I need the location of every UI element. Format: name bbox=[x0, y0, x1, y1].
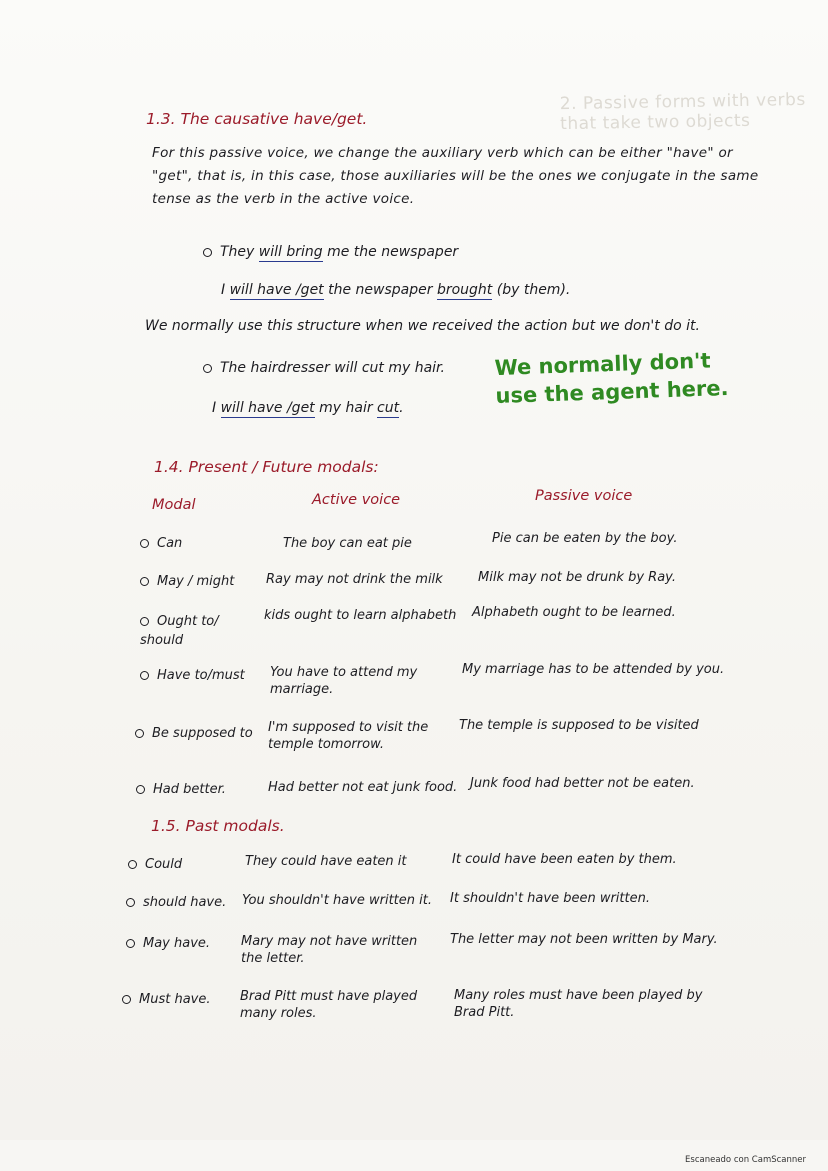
table-row-passive: Milk may not be drunk by Ray. bbox=[478, 570, 676, 585]
table-row-passive: Pie can be eaten by the boy. bbox=[492, 531, 678, 546]
bullet-icon bbox=[140, 617, 149, 626]
bullet-icon bbox=[122, 995, 131, 1004]
table-row-active: Mary may not have written the letter. bbox=[241, 934, 418, 966]
table-row-passive: My marriage has to be attended by you. bbox=[462, 662, 725, 677]
table-row-active: The boy can eat pie bbox=[283, 536, 412, 551]
table-row-passive: Many roles must have been played by Brad Pitt. bbox=[454, 988, 703, 1020]
table-row-active: kids ought to learn alphabeth bbox=[264, 608, 457, 623]
section-title-1-3: 1.3. The causative have/get. bbox=[146, 110, 368, 128]
usage-note: We normally use this structure when we received the action but we don't do it. bbox=[145, 318, 700, 334]
table-row-passive: It could have been eaten by them. bbox=[452, 852, 677, 867]
highlight-note: We normally don't use the agent here. bbox=[494, 348, 729, 409]
example-1-active: They will bring me the newspaper bbox=[203, 244, 458, 260]
bullet-icon bbox=[203, 248, 212, 257]
table-row-modal: Must have. bbox=[122, 992, 211, 1007]
table-row-modal: should have. bbox=[126, 895, 226, 910]
table-row-active: You have to attend my marriage. bbox=[270, 665, 418, 697]
table-row-modal: Ought to/ should bbox=[140, 614, 219, 648]
column-header-passive: Passive voice bbox=[535, 488, 633, 504]
intro-paragraph: For this passive voice, we change the auxiliary verb which can be either "have" or "get", that is, in this case, those auxiliaries will be the ones we conjugate in the same tense as the verb in the active voice. bbox=[152, 145, 759, 207]
table-row-modal: Had better. bbox=[136, 782, 226, 797]
table-row-modal: Have to/must bbox=[140, 668, 245, 683]
show-through-text: 2. Passive forms with verbs that take two objects bbox=[559, 89, 806, 135]
bullet-icon bbox=[135, 729, 144, 738]
bullet-icon bbox=[136, 785, 145, 794]
table-row-active: They could have eaten it bbox=[245, 854, 407, 869]
bullet-icon bbox=[140, 539, 149, 548]
column-header-modal: Modal bbox=[152, 497, 196, 513]
column-header-active: Active voice bbox=[312, 492, 401, 508]
bullet-icon bbox=[126, 898, 135, 907]
bullet-icon bbox=[128, 860, 137, 869]
table-row-passive: It shouldn't have been written. bbox=[450, 891, 650, 906]
example-2-active: The hairdresser will cut my hair. bbox=[203, 360, 445, 376]
table-row-modal: May / might bbox=[140, 574, 234, 589]
table-row-modal: Be supposed to bbox=[135, 726, 253, 741]
table-row-active: Ray may not drink the milk bbox=[266, 572, 443, 587]
bullet-icon bbox=[203, 364, 212, 373]
table-row-active: Brad Pitt must have played many roles. bbox=[240, 989, 418, 1021]
table-row-active: Had better not eat junk food. bbox=[268, 780, 458, 795]
bullet-icon bbox=[126, 939, 135, 948]
table-row-modal: Can bbox=[140, 536, 182, 551]
section-title-1-5: 1.5. Past modals. bbox=[151, 817, 285, 835]
table-row-passive: Junk food had better not be eaten. bbox=[470, 776, 695, 791]
table-row-passive: The letter may not been written by Mary. bbox=[450, 932, 718, 947]
example-2-passive: I will have /get my hair cut. bbox=[212, 400, 404, 416]
table-row-modal: May have. bbox=[126, 936, 210, 951]
bullet-icon bbox=[140, 671, 149, 680]
example-1-passive: I will have /get the newspaper brought (by them). bbox=[221, 282, 571, 298]
table-row-active: You shouldn't have written it. bbox=[242, 893, 432, 908]
table-row-passive: Alphabeth ought to be learned. bbox=[472, 605, 676, 620]
scanner-watermark: Escaneado con CamScanner bbox=[685, 1155, 806, 1165]
bullet-icon bbox=[140, 577, 149, 586]
table-row-modal: Could bbox=[128, 857, 182, 872]
table-row-passive: The temple is supposed to be visited bbox=[459, 718, 699, 733]
section-title-1-4: 1.4. Present / Future modals: bbox=[154, 458, 379, 476]
table-row-active: I'm supposed to visit the temple tomorrow. bbox=[268, 720, 429, 752]
